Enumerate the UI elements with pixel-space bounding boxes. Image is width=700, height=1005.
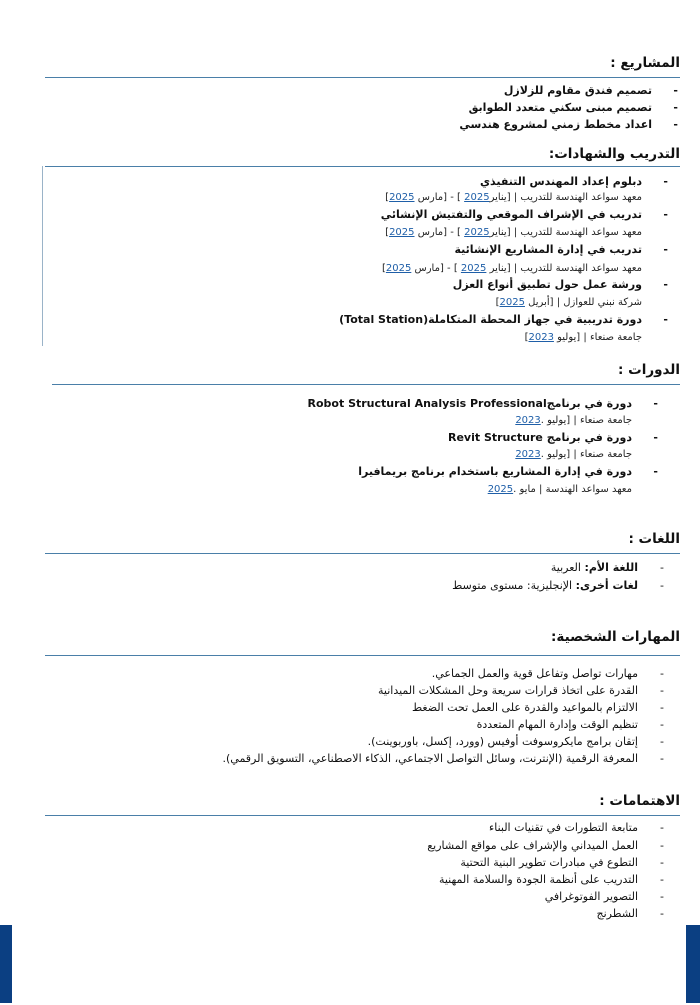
interest-item: - العمل الميداني والإشراف على مواقع المشاريع (427, 839, 664, 852)
training-details: شركة نبني للعوازل | [أبريل 2025] (495, 297, 642, 308)
course-name: - دورة في برنامجRobot Structural Analysis Professional (307, 397, 658, 410)
training-details: معهد سواعد الهندسة للتدريب | [يناير2025 ] - [مارس 2025] (385, 192, 642, 203)
skill-item: - المعرفة الرقمية (الإنترنت، وسائل التواصل الاجتماعي، الذكاء الاصطناعي، التسويق الرقمي). (222, 752, 664, 765)
year-link[interactable]: 2025 (487, 484, 514, 495)
interest-item: - الشطرنج (596, 907, 664, 920)
year-link[interactable]: 2023 (528, 332, 554, 343)
language-native: - اللغة الأم: العربية (550, 561, 664, 574)
language-other: - لغات أخرى: الإنجليزية: مستوى متوسط (452, 579, 664, 592)
year-link[interactable]: 2025 (389, 192, 415, 203)
languages-rule (45, 553, 680, 554)
course-details: جامعة صنعاء | [يوليو .2023 (515, 415, 632, 426)
training-title: التدريب والشهادات: (548, 146, 680, 162)
year-link[interactable]: 2023 (515, 449, 541, 460)
training-details: معهد سواعد الهندسة للتدريب | [يناير2025 ] - [مارس 2025] (385, 227, 642, 238)
year-link[interactable]: 2025 (499, 297, 525, 308)
year-link[interactable]: 2025 (460, 263, 487, 274)
year-link[interactable]: 2023 (515, 415, 541, 426)
courses-rule (52, 384, 680, 385)
page-body-bottom (12, 925, 686, 1005)
course-name: - دورة في برنامج Revit Structure (447, 431, 658, 444)
training-details: معهد سواعد الهندسة للتدريب | [يناير 2025 ] - [مارس 2025] (381, 263, 642, 274)
skill-item: - مهارات تواصل وتفاعل قوية والعمل الجماعي. (431, 667, 664, 680)
interests-rule (45, 815, 680, 816)
languages-title: اللغات : (628, 531, 680, 547)
course-details: معهد سواعد الهندسة | مايو .2025 (487, 484, 632, 495)
skills-rule (45, 655, 680, 656)
projects-rule (45, 77, 680, 78)
training-details: جامعة صنعاء | [يوليو 2023] (524, 332, 642, 343)
year-link[interactable]: 2025 (385, 263, 412, 274)
year-link[interactable]: 2025 (464, 227, 490, 238)
training-name: - دورة تدريبية في جهاز المحطة المتكاملة(Total Station) (339, 313, 668, 326)
course-name: - دورة في إدارة المشاريع باستخدام برنامج بريمافيرا (358, 465, 658, 478)
skills-title: المهارات الشخصية: (551, 629, 680, 645)
training-name: - دبلوم إعداد المهندس التنفيذي (479, 175, 668, 188)
interest-item: - التصوير الفوتوغرافي (544, 890, 664, 903)
training-name: - تدريب في الإشراف الموقعي والتفتيش الإنشائي (380, 208, 668, 221)
project-item: - تصميم فندق مقاوم للزلازل (503, 84, 678, 97)
projects-title: المشاريع : (610, 55, 680, 71)
year-link[interactable]: 2025 (464, 192, 490, 203)
skill-item: - إتقان برامج مايكروسوفت أوفيس (وورد، إكسل، باوربوينت). (367, 735, 664, 748)
project-item: - تصميم مبنى سكني متعدد الطوابق (468, 101, 678, 114)
skill-item: - تنظيم الوقت وإدارة المهام المتعددة (476, 718, 664, 731)
skill-item: - القدرة على اتخاذ قرارات سريعة وحل المشكلات الميدانية (377, 684, 664, 697)
training-side-line (42, 166, 43, 346)
interest-item: - متابعة التطورات في تقنيات البناء (489, 821, 664, 834)
interest-item: - التطوع في مبادرات تطوير البنية التحتية (460, 856, 664, 869)
interests-title: الاهتمامات : (599, 793, 680, 809)
course-details: جامعة صنعاء | [يوليو .2023 (515, 449, 632, 460)
courses-title: الدورات : (618, 362, 680, 378)
skill-item: - الالتزام بالمواعيد والقدرة على العمل تحت الضغط (411, 701, 664, 714)
year-link[interactable]: 2025 (389, 227, 415, 238)
training-name: - ورشة عمل حول تطبيق أنواع العزل (452, 278, 668, 291)
interest-item: - التدريب على أنظمة الجودة والسلامة المهنية (438, 873, 664, 886)
training-name: - تدريب في إدارة المشاريع الإنشائية (454, 243, 668, 256)
training-rule (45, 166, 680, 167)
project-item: - اعداد مخطط زمني لمشروع هندسي (459, 118, 678, 131)
